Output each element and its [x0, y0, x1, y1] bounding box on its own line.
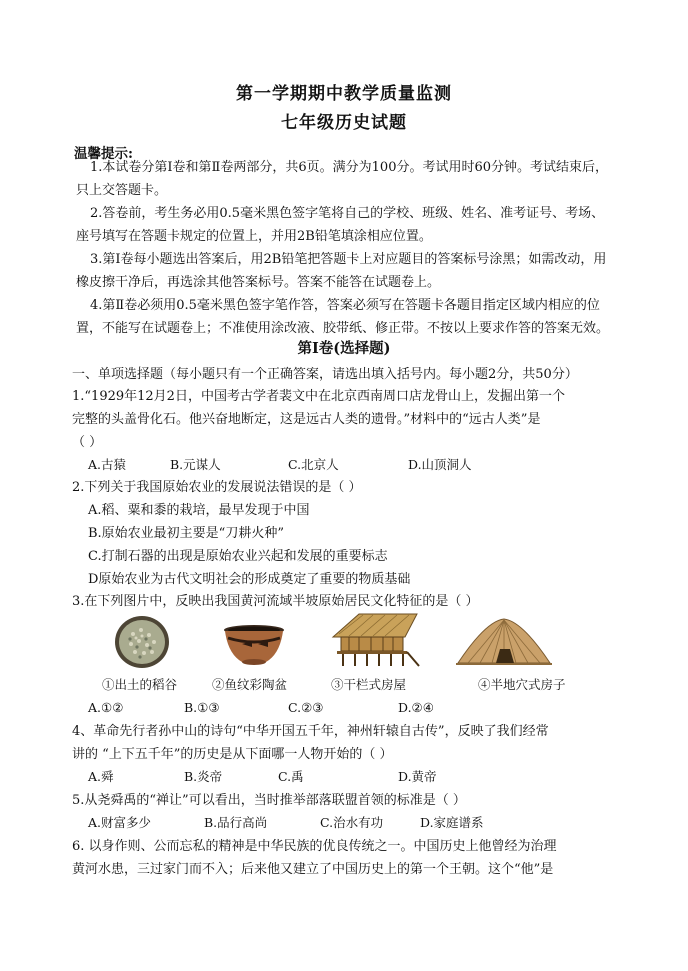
q3-option-d: D.②④ — [398, 700, 434, 715]
q4-line1: 4、革命先行者孙中山的诗句“中华开国五千年，神州轩辕自古传”，反映了我们经常 — [72, 724, 549, 739]
q1-line2: 完整的头盖骨化石。他兴奋地断定，这是远古人类的遗骨。”材料中的“远古人类”是 — [72, 412, 541, 427]
q3-option-c: C.②③ — [288, 700, 324, 715]
q4-line2: 讲的 “上下五千年”的历史是从下面哪一人物开始的（ ） — [72, 747, 393, 762]
exam-subtitle: 七年级历史试题 — [281, 113, 407, 133]
exam-title: 第一学期期中教学质量监测 — [236, 84, 452, 104]
q5-stem: 5.从尧舜禹的“禅让”可以看出，当时推举部落联盟首领的标准是（ ） — [72, 793, 466, 808]
q5-option-d: D.家庭谱系 — [420, 815, 484, 830]
q1-option-b: B.元谋人 — [170, 457, 221, 472]
semi-pit-house-image — [456, 617, 552, 671]
q3-caption-1: ①出土的稻谷 — [102, 677, 178, 692]
tips-heading: 温馨提示: — [74, 146, 133, 162]
q5-option-b: B.品行高尚 — [204, 815, 268, 830]
q3-option-b: B.①③ — [184, 700, 220, 715]
q1-option-d: D.山顶洞人 — [408, 457, 472, 472]
q4-option-a: A.舜 — [88, 769, 114, 784]
stilt-house-image — [329, 611, 421, 671]
q3-caption-2: ②鱼纹彩陶盆 — [212, 677, 288, 692]
q4-option-c: C.禹 — [278, 769, 304, 784]
q3-caption-4: ④半地穴式房子 — [478, 677, 566, 692]
q1-line1: 1.“1929年12月2日，中国考古学者裴文中在北京西南周口店龙骨山上，发掘出第一个 — [72, 389, 565, 404]
pottery-basin-image — [222, 624, 286, 672]
rice-grains-image — [113, 612, 171, 674]
tip-4: 4.第Ⅱ卷必须用0.5毫米黑色签字笔作答，答案必须写在答题卡各题目指定区域内相应的位置，不能写在试题卷上；不准使用涂改液、胶带纸、修正带。不按以上要求作答的答案无效。 — [76, 298, 610, 336]
q2-stem: 2.下列关于我国原始农业的发展说法错误的是（ ） — [72, 480, 362, 495]
q2-option-a: A.稻、粟和黍的栽培，最早发现于中国 — [88, 503, 310, 518]
tip-3: 3.第Ⅰ卷每小题选出答案后，用2B铅笔把答题卡上对应题目的答案标号涂黑；如需改动，用橡皮擦干净后，再选涂其他答案标号。答案不能答在试题卷上。 — [76, 252, 607, 290]
tip-2: 2.答卷前，考生务必用0.5毫米黑色签字笔将自己的学校、班级、姓名、准考证号、考场、座号填写在答题卡规定的位置上，并用2B铅笔填涂相应位置。 — [76, 206, 605, 244]
q2-option-c: C.打制石器的出现是原始农业兴起和发展的重要标志 — [88, 549, 388, 564]
q3-stem: 3.在下列图片中，反映出我国黄河流域半坡原始居民文化特征的是（ ） — [72, 594, 479, 609]
q5-option-c: C.治水有功 — [320, 815, 384, 830]
q2-option-b: B.原始农业最初主要是“刀耕火种” — [88, 526, 284, 541]
q5-option-a: A.财富多少 — [88, 815, 152, 830]
q4-option-d: D.黄帝 — [398, 769, 437, 784]
q6-line2: 黄河水患，三过家门而不入；后来他又建立了中国历史上的第一个王朝。这个“他”是 — [72, 862, 554, 877]
q2-option-d: D原始农业为古代文明社会的形成奠定了重要的物质基础 — [88, 572, 411, 587]
q1-line3: （ ） — [72, 435, 103, 450]
q1-option-c: C.北京人 — [288, 457, 339, 472]
tip-1: 1.本试卷分第Ⅰ卷和第Ⅱ卷两部分，共6页。满分为100分。考试用时60分钟。考试结束后，只上交答题卡。 — [76, 160, 609, 198]
q3-option-a: A.①② — [88, 700, 124, 715]
section-title: 第Ⅰ卷(选择题) — [297, 340, 391, 357]
q3-caption-3: ③干栏式房屋 — [331, 677, 407, 692]
q1-option-a: A.古猿 — [88, 457, 127, 472]
q6-line1: 6. 以身作则、公而忘私的精神是中华民族的优良传统之一。中国历史上他曾经为治理 — [72, 839, 557, 854]
section-instruction: 一、单项选择题（每小题只有一个正确答案，请选出填入括号内。每小题2分，共50分） — [72, 367, 578, 382]
q4-option-b: B.炎帝 — [184, 769, 223, 784]
